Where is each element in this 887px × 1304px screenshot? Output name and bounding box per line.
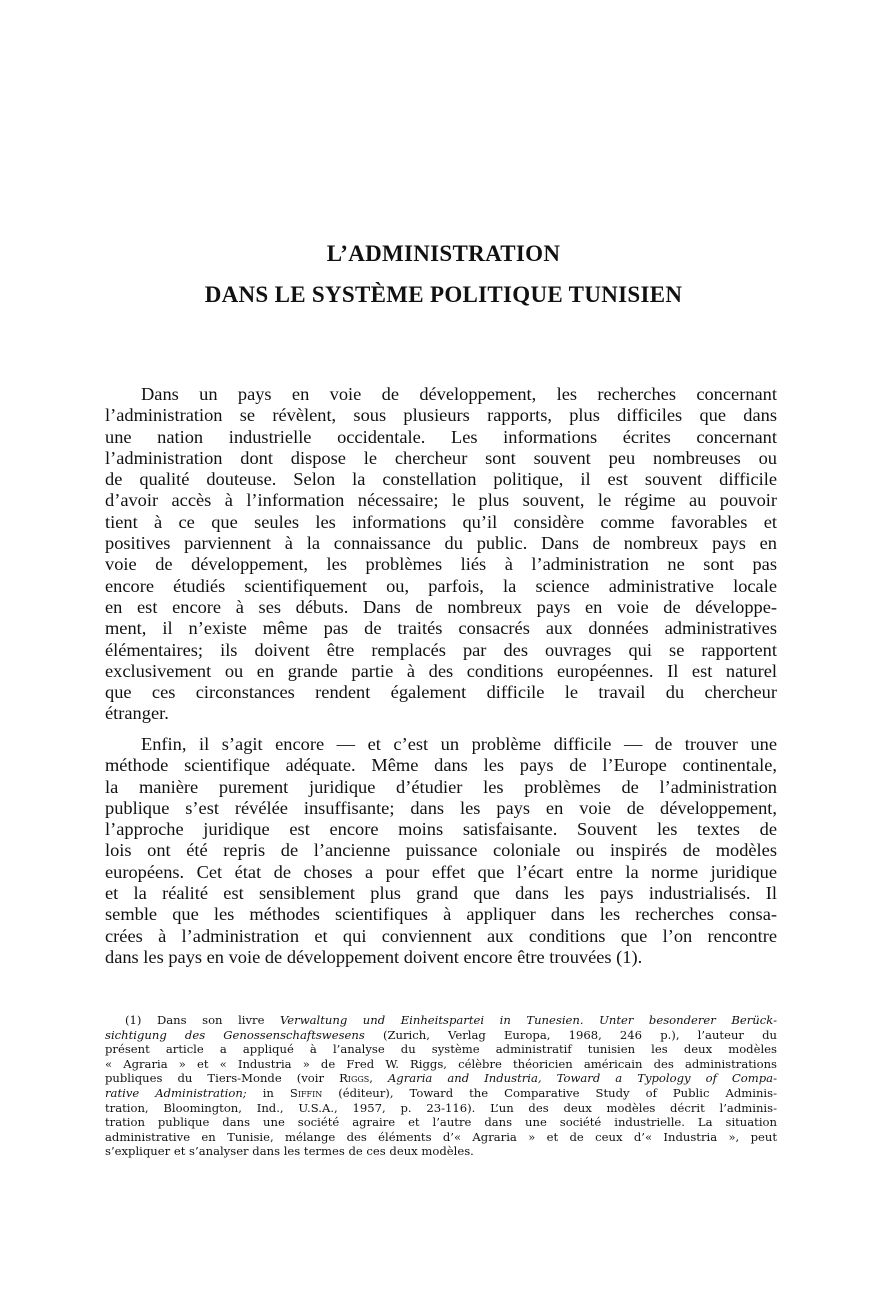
footnote-text: tration publique dans une société agraire et l’autre dans une société industrielle. La situation [105, 1115, 777, 1130]
text-line: dans les pays en voie de développement doivent encore être trouvées (1). [105, 946, 643, 967]
text-line: publique s’est révélée insuffisante; dans les pays en voie de développement, [105, 797, 777, 818]
footnote-text: Riggs [339, 1071, 370, 1086]
footnote-text: Siffin [289, 1085, 323, 1100]
footnote-text: Verwaltung und Einheitspartei in Tunesien. Unter besonderer Berück- [279, 1013, 777, 1027]
footnote-line [105, 1130, 777, 1145]
footnote-line [105, 1013, 777, 1028]
footnote-text: sichtigung des Genossenschaftswesens [105, 1027, 365, 1042]
text-line: l’approche juridique est encore moins satisfaisante. Souvent les textes de [105, 819, 777, 840]
text-line: en est encore à ses débuts. Dans de nombreux pays en voie de développe- [105, 596, 777, 617]
footnote-line [105, 1028, 777, 1043]
paragraph-1 [105, 384, 777, 725]
footnote-text: s’expliquer et s’analyser dans les termes de ces deux modèles. [105, 1144, 474, 1159]
text-line: la manière purement juridique d’étudier les problèmes de l’administration [105, 776, 777, 797]
footnote-line [105, 1144, 777, 1159]
text-line: voie de développement, les problèmes liés à l’administration ne sont pas [105, 554, 777, 575]
footnote-text: (1) Dans son livre [125, 1013, 280, 1027]
text-line: étranger. [105, 703, 169, 724]
footnote-text: « Agraria » et « Industria » de Fred W. Riggs, célèbre théoricien américain des administrations [105, 1056, 777, 1071]
footnote-text: publiques du Tiers-Monde (voir [105, 1071, 340, 1086]
footnote-text: (Zurich, Verlag Europa, 1968, 246 p.), l’auteur du [364, 1027, 777, 1042]
text-line: Enfin, il s’agit encore — et c’est un problème difficile — de trouver une [141, 734, 777, 754]
text-line: l’administration se révèlent, sous plusieurs rapports, plus difficiles que dans [105, 405, 777, 426]
article-title-line-2: DANS LE SYSTÈME POLITIQUE TUNISIEN [204, 282, 683, 307]
footnote-line [105, 1101, 777, 1116]
text-line: semble que les méthodes scientifiques à appliquer dans les recherches consa- [105, 904, 777, 925]
text-line: élémentaires; ils doivent être remplacés par des ouvrages qui se rapportent [105, 639, 777, 660]
text-line: Dans un pays en voie de développement, les recherches concernant [141, 384, 777, 404]
footnote-line [105, 1115, 777, 1130]
footnote-text: Agraria and Industria, Toward a Typology of Compa- [387, 1071, 777, 1086]
text-line: crées à l’administration et qui conviennent aux conditions que l’on rencontre [105, 925, 777, 946]
footnote-text: tration, Bloomington, Ind., U.S.A., 1957, p. 23-116). L’un des deux modèles décrit l’adminis- [105, 1100, 777, 1115]
text-line: et la réalité est sensiblement plus grand que dans les pays industrialisés. Il [105, 883, 777, 904]
text-line: de qualité douteuse. Selon la constellation politique, il est souvent difficile [105, 469, 777, 490]
footnote-text: présent article a appliqué à l’analyse du système administratif tunisien les deux modèles [105, 1042, 777, 1057]
text-line: d’avoir accès à l’information nécessaire; le plus souvent, le régime au pouvoir [105, 490, 777, 511]
footnote-text: in [246, 1085, 290, 1100]
text-line: l’administration dont dispose le chercheur sont souvent peu nombreuses ou [105, 447, 777, 468]
footnote-line [105, 1086, 777, 1101]
text-line: tient à ce que seules les informations qu’il considère comme favorables et [105, 511, 777, 532]
text-line: que ces circonstances rendent également difficile le travail du chercheur [105, 682, 777, 703]
footnote [105, 1013, 777, 1159]
text-line: méthode scientifique adéquate. Même dans les pays de l’Europe continentale, [105, 755, 777, 776]
text-line: encore étudiés scientifiquement ou, parfois, la science administrative locale [105, 575, 777, 596]
footnote-text: (éditeur), Toward the Comparative Study of Public Adminis- [322, 1085, 778, 1100]
article-title-line-1: L’ADMINISTRATION [326, 241, 561, 266]
text-line: ment, il n’existe même pas de traités consacrés aux données administratives [105, 618, 777, 639]
text-line: positives parviennent à la connaissance du public. Dans de nombreux pays en [105, 533, 777, 554]
footnote-text: rative Administration; [105, 1085, 247, 1100]
text-line: une nation industrielle occidentale. Les informations écrites concernant [105, 426, 777, 447]
paragraph-2 [105, 734, 777, 968]
footnote-text: administrative en Tunisie, mélange des éléments d’« Agraria » et de ceux d’« Industria », peut [105, 1129, 777, 1144]
footnote-text: , [369, 1071, 388, 1086]
text-line: européens. Cet état de choses a pour effet que l’écart entre la norme juridique [105, 861, 777, 882]
text-line: exclusivement ou en grande partie à des conditions européennes. Il est naturel [105, 660, 777, 681]
footnote-line [105, 1071, 777, 1086]
footnote-line [105, 1057, 777, 1072]
footnote-line [105, 1042, 777, 1057]
text-line: lois ont été repris de l’ancienne puissance coloniale ou inspirés de modèles [105, 840, 777, 861]
